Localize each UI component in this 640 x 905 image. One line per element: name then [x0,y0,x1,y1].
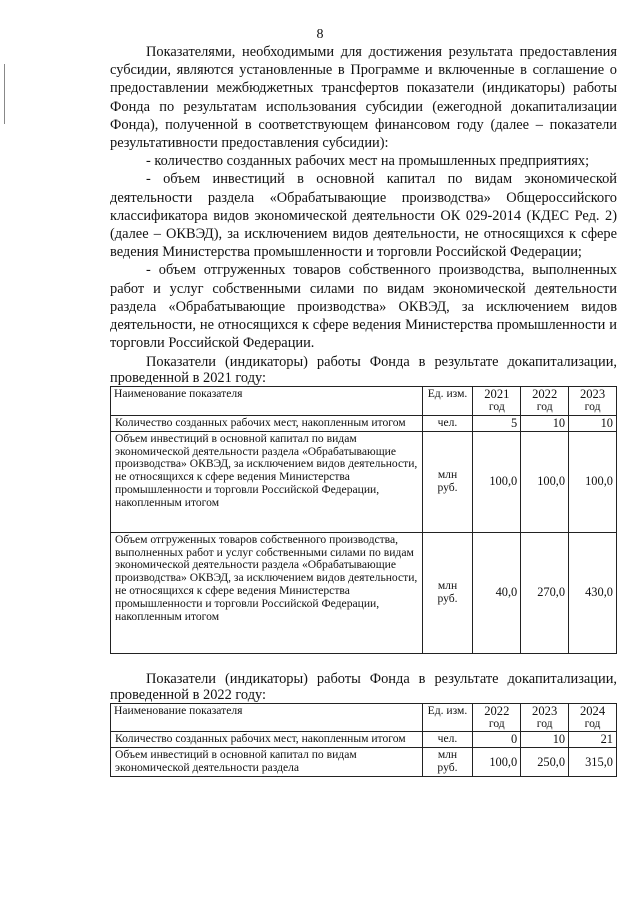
header-year: 2023 год [521,703,569,732]
margin-mark [4,64,5,124]
table1-caption: Показатели (индикаторы) работы Фонда в результате докапитализации, проведенной в 2021 году: [110,354,617,387]
list-item: - объем инвестиций в основной капитал по видам экономической деятельности раздела «Обрабатывающие производства» Общероссийского классификатора видов экономической деятельности ОК 029-2014 (КДЕС Ред. 2) (далее – ОКВЭД), за исключением видов деятельности, не относящихся к сфере ведения Министерства промышленности и торговли Российской Федерации; [110,171,617,261]
row-value: 21 [569,732,617,748]
row-value: 5 [473,416,521,432]
list-item: - объем отгруженных товаров собственного производства, выполненных работ и услуг собственными силами по видам экономической деятельности раздела «Обрабатывающие производства» ОКВЭД, за исключением видов деятельности, не относящихся к сфере ведения Министерства промышленности и торговли Российской Федерации. [110,262,617,352]
row-unit: млн руб. [422,532,473,653]
row-value: 315,0 [569,748,617,777]
row-value: 430,0 [569,532,617,653]
table-row [111,532,617,653]
header-year: 2024 год [569,703,617,732]
header-year: 2023 год [569,387,617,416]
header-name: Наименование показателя [111,703,423,732]
indicators-table-2021 [110,386,617,653]
indicators-table-2022 [110,703,617,777]
row-value: 250,0 [521,748,569,777]
row-name: Объем отгруженных товаров собственного производства, выполненных работ и услуг собственными силами по видам экономической деятельности раздела «Обрабатывающие производства» ОКВЭД, за исключением видов деятельности, не относящихся к сфере ведения Министерства промышленности и торговли Российской Федерации, накопленным итогом [111,532,423,653]
row-value: 270,0 [521,532,569,653]
row-value: 100,0 [521,431,569,532]
row-name: Количество созданных рабочих мест, накопленным итогом [111,416,423,432]
table-header-row [111,703,617,732]
row-value: 100,0 [569,431,617,532]
header-name: Наименование показателя [111,387,423,416]
intro-paragraph: Показателями, необходимыми для достижения результата предоставления субсидии, являются установленные в Программе и включенные в соглашение о предоставлении межбюджетных трансфертов показатели (индикаторы) работы Фонда по результатам использования субсидии (ежегодной докапитализации Фонда), полученной в соответствующем финансовом году (далее – показатели результативности предоставления субсидии): [110,44,617,152]
row-unit: млн руб. [422,748,473,777]
row-unit: чел. [422,732,473,748]
header-year: 2022 год [473,703,521,732]
row-value: 100,0 [473,431,521,532]
row-name: Объем инвестиций в основной капитал по видам экономической деятельности раздела [111,748,423,777]
table-row [111,416,617,432]
row-unit: млн руб. [422,431,473,532]
header-unit: Ед. изм. [422,387,473,416]
row-value: 10 [521,732,569,748]
table-row [111,431,617,532]
table-row [111,748,617,777]
row-value: 40,0 [473,532,521,653]
row-name: Объем инвестиций в основной капитал по видам экономической деятельности раздела «Обрабатывающие производства» ОКВЭД, за исключением видов деятельности, не относящихся к сфере ведения Министерства промышленности и торговли Российской Федерации, накопленным итогом [111,431,423,532]
table-row [111,732,617,748]
header-unit: Ед. изм. [422,703,473,732]
list-item: - количество созданных рабочих мест на промышленных предприятиях; [146,153,590,170]
row-value: 100,0 [473,748,521,777]
table-header-row [111,387,617,416]
document-body [110,43,617,777]
page-number: 8 [316,27,324,42]
row-unit: чел. [422,416,473,432]
table2-caption: Показатели (индикаторы) работы Фонда в результате докапитализации, проведенной в 2022 году: [110,670,617,703]
row-value: 0 [473,732,521,748]
header-year: 2021 год [473,387,521,416]
row-name: Количество созданных рабочих мест, накопленным итогом [111,732,423,748]
row-value: 10 [569,416,617,432]
header-year: 2022 год [521,387,569,416]
row-value: 10 [521,416,569,432]
